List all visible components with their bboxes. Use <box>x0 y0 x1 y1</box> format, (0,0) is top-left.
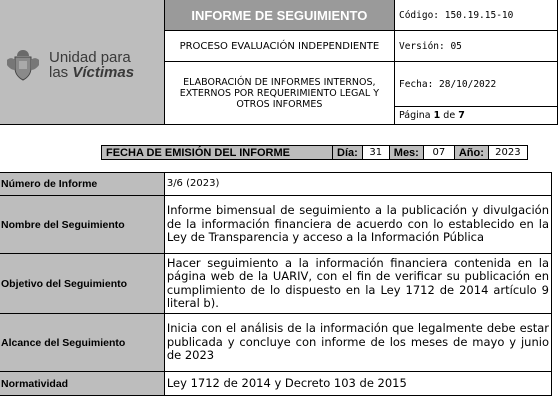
row-value: Inicia con el análisis de la información que legalmente debe estar publicada y concluye con informe de los meses de mayo y junio de 2023 <box>164 314 551 372</box>
process-name: PROCESO EVALUACIÓN INDEPENDIENTE <box>164 31 394 62</box>
issue-date-row <box>101 145 528 160</box>
page-current: 1 <box>433 110 441 122</box>
document-version: Versión: 05 <box>394 31 557 62</box>
row-value: Ley 1712 de 2014 y Decreto 103 de 2015 <box>164 372 551 396</box>
document-header <box>0 0 558 125</box>
day-label: Día: <box>333 146 363 160</box>
month-label: Mes: <box>389 146 423 160</box>
page-total: 7 <box>458 110 465 122</box>
day-value: 31 <box>362 146 389 160</box>
row-label: Alcance del Seguimiento <box>0 314 164 372</box>
logo-line2-bold: Víctimas <box>72 64 135 81</box>
page-prefix: Página <box>398 110 434 122</box>
year-label: Año: <box>454 146 488 160</box>
table-row <box>0 196 552 254</box>
table-row <box>0 372 552 396</box>
month-value: 07 <box>423 146 454 160</box>
row-value: Informe bimensual de seguimiento a la publicación y divulgación de la información financiera de acuerdo con lo establecido en la Ley de Transparencia y acceso a la Información Pública <box>164 196 551 254</box>
report-info-table <box>0 172 552 396</box>
unidad-victimas-logo <box>5 48 134 82</box>
table-row <box>0 314 552 372</box>
table-row <box>0 173 552 196</box>
logo-line2 <box>49 65 134 80</box>
row-value: Hacer seguimiento a la información financiera contenida en la página web de la UARIV, con el fin de verificar su publicación en cumplimiento de lo dispuesto en la Ley 1712 de 2014 artículo 9 literal b). <box>164 254 551 314</box>
logo-cell <box>0 0 164 125</box>
logo-line1: Unidad para <box>49 49 131 66</box>
issue-date-label: FECHA DE EMISIÓN DEL INFORME <box>102 146 333 160</box>
row-label: Número de Informe <box>0 173 164 196</box>
logo-line2-prefix: las <box>49 64 73 81</box>
row-label: Objetivo del Seguimiento <box>0 254 164 314</box>
coat-of-arms-icon <box>5 48 41 82</box>
table-row <box>0 254 552 314</box>
row-value: 3/6 (2023) <box>164 173 551 196</box>
elaboration-description: ELABORACIÓN DE INFORMES INTERNOS, EXTERNOS POR REQUERIMIENTO LEGAL Y OTROS INFORMES <box>164 62 394 125</box>
page-number <box>394 107 557 125</box>
document-code: Código: 150.19.15-10 <box>394 0 557 31</box>
page-of: de <box>440 110 459 122</box>
row-label: Nombre del Seguimiento <box>0 196 164 254</box>
document-date: Fecha: 28/10/2022 <box>394 62 557 107</box>
row-label: Normatividad <box>0 372 164 396</box>
year-value: 2023 <box>488 146 527 160</box>
report-title: INFORME DE SEGUIMIENTO <box>164 0 394 31</box>
